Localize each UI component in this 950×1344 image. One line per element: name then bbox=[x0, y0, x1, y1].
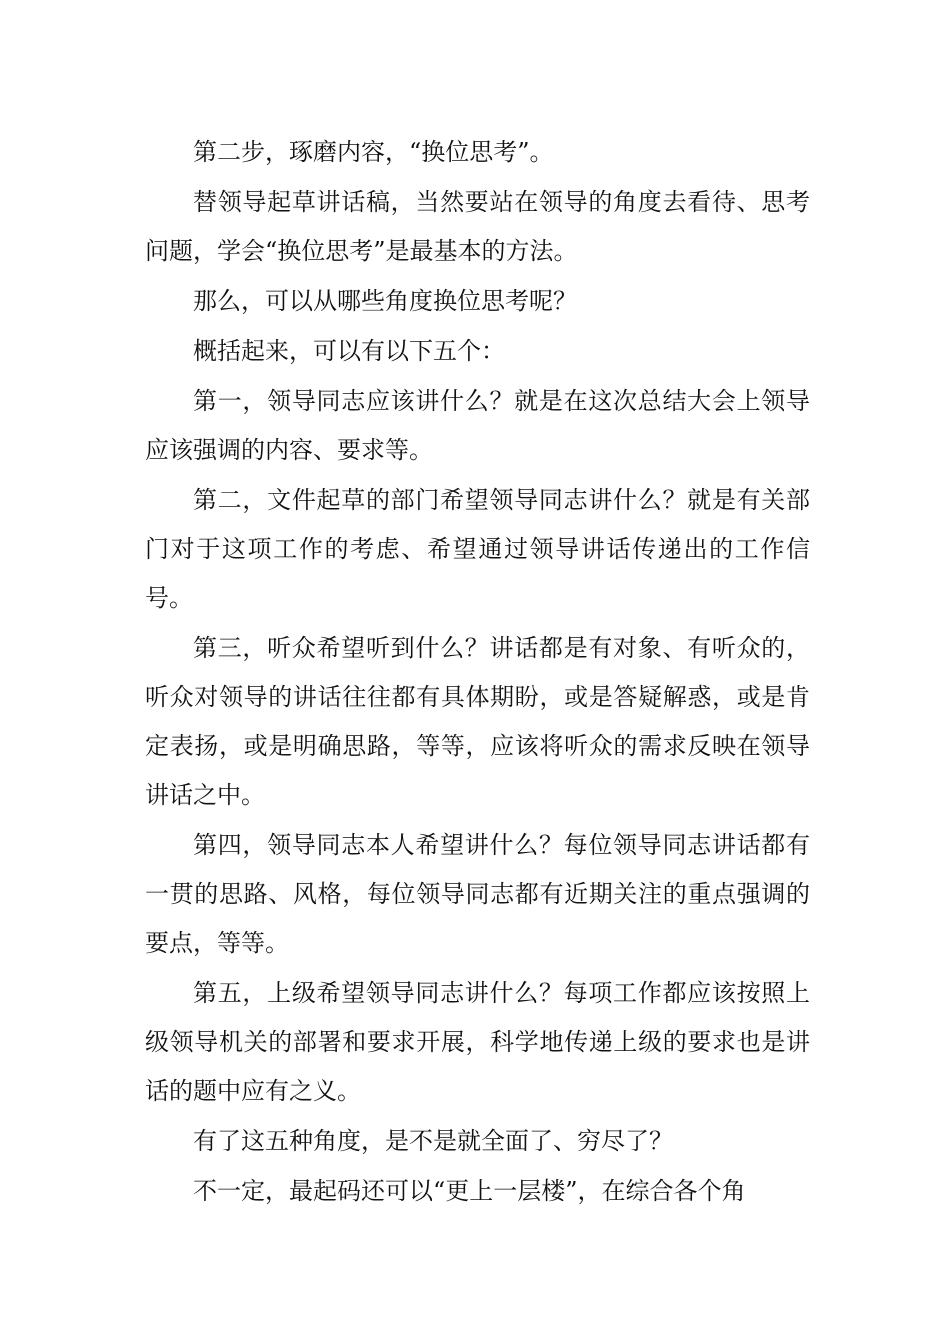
paragraph: 不一定，最起码还可以“更上一层楼”，在综合各个角 bbox=[193, 1177, 746, 1205]
paragraph: 第二，文件起草的部门希望领导同志讲什么？就是有关部门对于这项工作的考虑、希望通过领导讲话传递出的工作信号。 bbox=[145, 486, 810, 612]
paragraph: 第二步，琢磨内容，“换位思考”。 bbox=[193, 138, 554, 166]
paragraph: 第一，领导同志应该讲什么？就是在这次总结大会上领导应该强调的内容、要求等。 bbox=[145, 387, 810, 464]
paragraph: 概括起来，可以有以下五个： bbox=[193, 337, 505, 365]
paragraph: 第五，上级希望领导同志讲什么？每项工作都应该按照上级领导机关的部署和要求开展，科学地传递上级的要求也是讲话的题中应有之义。 bbox=[145, 979, 810, 1105]
paragraph: 那么，可以从哪些角度换位思考呢？ bbox=[193, 287, 577, 315]
paragraph: 替领导起草讲话稿，当然要站在领导的角度去看待、思考问题，学会“换位思考”是最基本的方法。 bbox=[145, 188, 810, 265]
paragraph: 第四，领导同志本人希望讲什么？每位领导同志讲话都有一贯的思路、风格，每位领导同志都有近期关注的重点强调的要点，等等。 bbox=[145, 831, 810, 957]
paragraph: 第三，听众希望听到什么？讲话都是有对象、有听众的，听众对领导的讲话往往都有具体期盼，或是答疑解惑，或是肯定表扬，或是明确思路，等等，应该将听众的需求反映在领导讲话之中。 bbox=[145, 634, 810, 809]
document-body bbox=[145, 128, 810, 1217]
paragraph: 有了这五种角度，是不是就全面了、穷尽了？ bbox=[193, 1127, 673, 1155]
